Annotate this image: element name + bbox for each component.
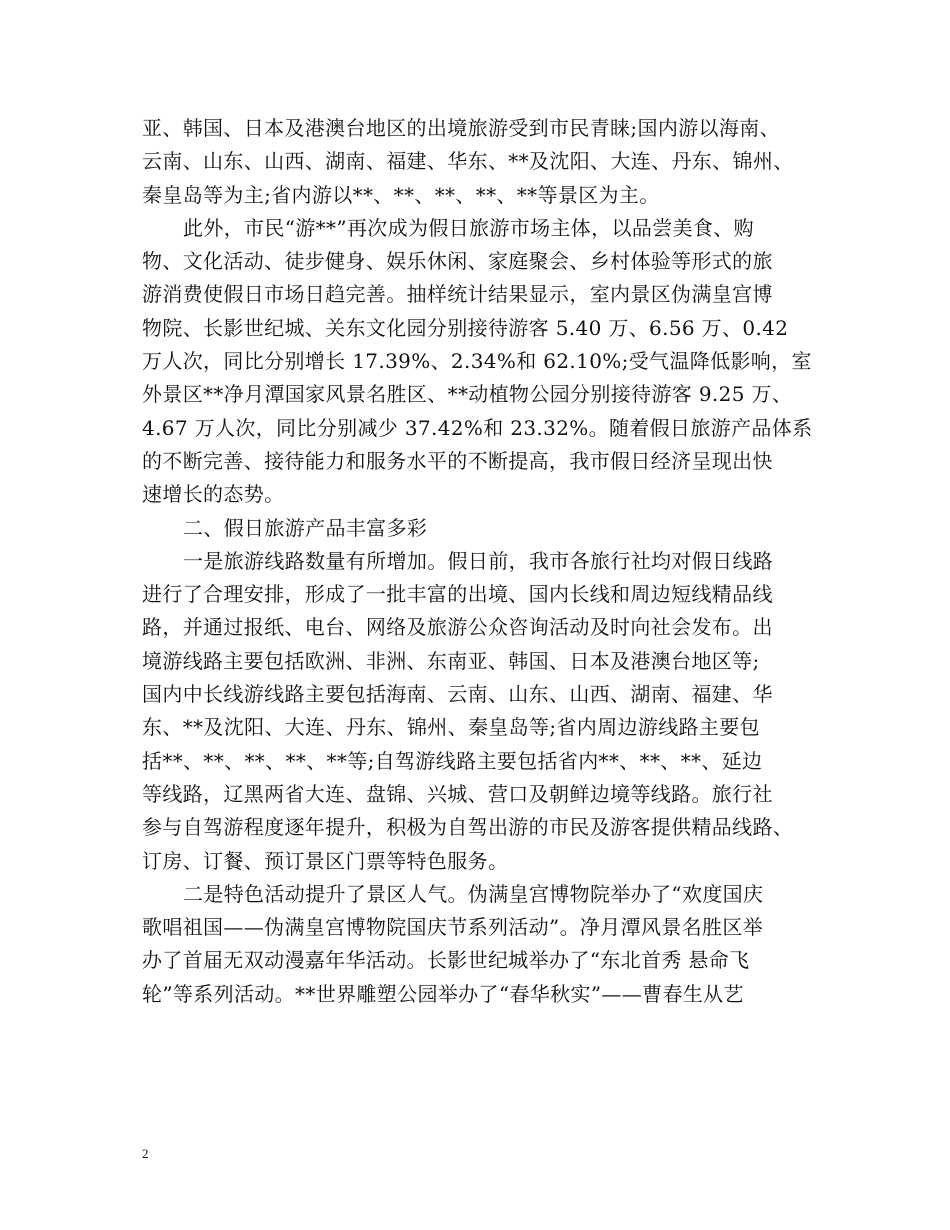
text-line: 亚、韩国、日本及港澳台地区的出境旅游受到市民青睐;国内游以海南、 xyxy=(142,116,780,140)
text-line: 订房、订餐、预订景区门票等特色服务。 xyxy=(142,848,509,873)
text-line: 括**、**、**、**、**等;自驾游线路主要包括省内**、**、**、延边 xyxy=(142,748,763,773)
text-line: 参与自驾游程度逐年提升，积极为自驾出游的市民及游客提供精品线路、 xyxy=(142,815,794,840)
text-line: 国内中长线游线路主要包括海南、云南、山东、山西、湖南、福建、华 xyxy=(142,682,773,707)
text-line: 东、**及沈阳、大连、丹东、锦州、秦皇岛等;省内周边游线路主要包 xyxy=(142,715,760,740)
text-line: 二、假日旅游产品丰富多彩 xyxy=(183,515,428,540)
text-line: 轮”等系列活动。**世界雕塑公园举办了“春华秋实”——曹春生从艺 xyxy=(142,981,744,1006)
text-line: 万人次，同比分别增长 17.39%、2.34%和 62.10%;受气温降低影响，室 xyxy=(142,349,812,374)
text-line: 4.67 万人次，同比分别减少 37.42%和 23.32%。随着假日旅游产品体系 xyxy=(142,415,813,440)
text-line: 的不断完善、接待能力和服务水平的不断提高，我市假日经济呈现出快 xyxy=(142,448,773,473)
text-line: 外景区**净月潭国家风景名胜区、**动植物公园分别接待游客 9.25 万、 xyxy=(142,382,793,407)
text-line: 进行了合理安排，形成了一批丰富的出境、国内长线和周边短线精品线 xyxy=(142,582,773,607)
text-line: 游消费使假日市场日趋完善。抽样统计结果显示，室内景区伪满皇宫博 xyxy=(142,282,773,307)
text-line: 二是特色活动提升了景区人气。伪满皇宫博物院举办了“欢度国庆 xyxy=(183,881,764,906)
document-body xyxy=(142,112,812,1011)
text-line: 物院、长影世纪城、关东文化园分别接待游客 5.40 万、6.56 万、0.42 xyxy=(142,315,789,340)
text-line: 等线路，辽黑两省大连、盘锦、兴城、营口及朝鲜边境等线路。旅行社 xyxy=(142,781,773,806)
text-line: 秦皇岛等为主;省内游以**、**、**、**、**等景区为主。 xyxy=(142,182,660,207)
text-line: 云南、山东、山西、湖南、福建、华东、**及沈阳、大连、丹东、锦州、 xyxy=(142,149,794,174)
text-line: 歌唱祖国——伪满皇宫博物院国庆节系列活动”。净月潭风景名胜区举 xyxy=(142,915,764,940)
text-line: 物、文化活动、徒步健身、娱乐休闲、家庭聚会、乡村体验等形式的旅 xyxy=(142,249,773,274)
page-number: 2 xyxy=(142,1146,149,1161)
text-line: 境游线路主要包括欧洲、非洲、东南亚、韩国、日本及港澳台地区等; xyxy=(142,648,760,673)
text-line: 一是旅游线路数量有所增加。假日前，我市各旅行社均对假日线路 xyxy=(183,548,774,573)
text-line: 路，并通过报纸、电台、网络及旅游公众咨询活动及时向社会发布。出 xyxy=(142,615,773,640)
text-line: 此外，市民“游**”再次成为假日旅游市场主体，以品尝美食、购 xyxy=(183,215,754,240)
text-line: 办了首届无双动漫嘉年华活动。长影世纪城举办了“东北首秀 悬命飞 xyxy=(142,948,750,973)
text-line: 速增长的态势。 xyxy=(142,482,285,507)
